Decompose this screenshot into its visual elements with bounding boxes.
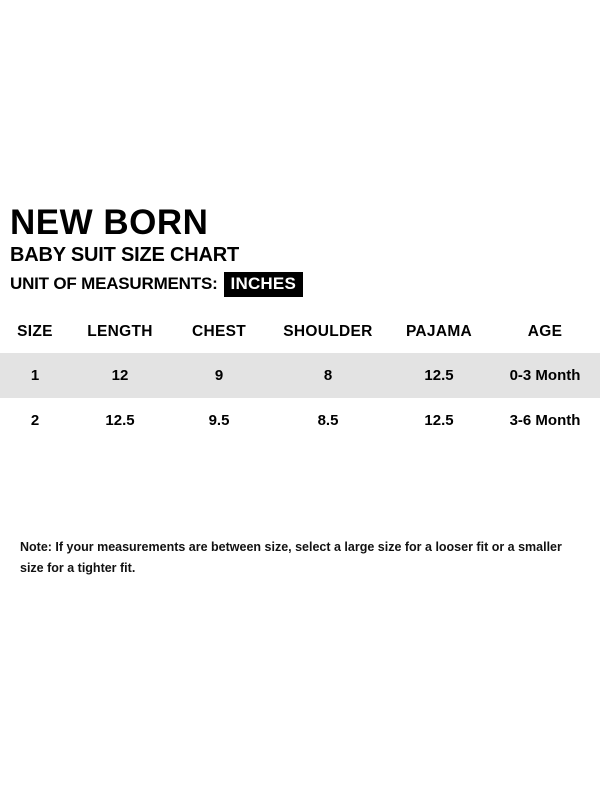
table-header-row xyxy=(0,313,600,353)
size-chart-table xyxy=(0,313,600,443)
table-row xyxy=(0,398,600,443)
column-header-age: AGE xyxy=(527,323,563,340)
page-title: NEW BORN xyxy=(10,203,209,242)
column-header-shoulder: SHOULDER xyxy=(283,323,373,340)
cell-size: 1 xyxy=(0,353,70,398)
unit-value-badge: INCHES xyxy=(224,272,303,297)
cell-pajama: 12.5 xyxy=(388,353,490,398)
cell-age: 3-6 Month xyxy=(490,398,600,443)
cell-length: 12 xyxy=(70,353,170,398)
unit-of-measurement-line xyxy=(10,272,600,297)
column-header-chest: CHEST xyxy=(191,323,247,340)
cell-shoulder: 8.5 xyxy=(268,398,388,443)
cell-pajama: 12.5 xyxy=(388,398,490,443)
unit-label: UNIT OF MEASURMENTS: xyxy=(10,274,218,294)
cell-shoulder: 8 xyxy=(268,353,388,398)
fit-note: Note: If your measurements are between size, select a large size for a looser fit or a smaller size for a tighter fit. xyxy=(20,540,562,575)
cell-chest: 9 xyxy=(170,353,268,398)
column-header-length: LENGTH xyxy=(87,323,153,340)
table-header xyxy=(0,313,600,353)
column-header-pajama: PAJAMA xyxy=(405,323,473,340)
cell-chest: 9.5 xyxy=(170,398,268,443)
cell-age: 0-3 Month xyxy=(490,353,600,398)
cell-size: 2 xyxy=(0,398,70,443)
page-subtitle: BABY SUIT SIZE CHART xyxy=(10,243,239,266)
table-body xyxy=(0,353,600,443)
table-row xyxy=(0,353,600,398)
chart-header xyxy=(10,205,600,297)
column-header-size: SIZE xyxy=(17,323,53,340)
cell-length: 12.5 xyxy=(70,398,170,443)
